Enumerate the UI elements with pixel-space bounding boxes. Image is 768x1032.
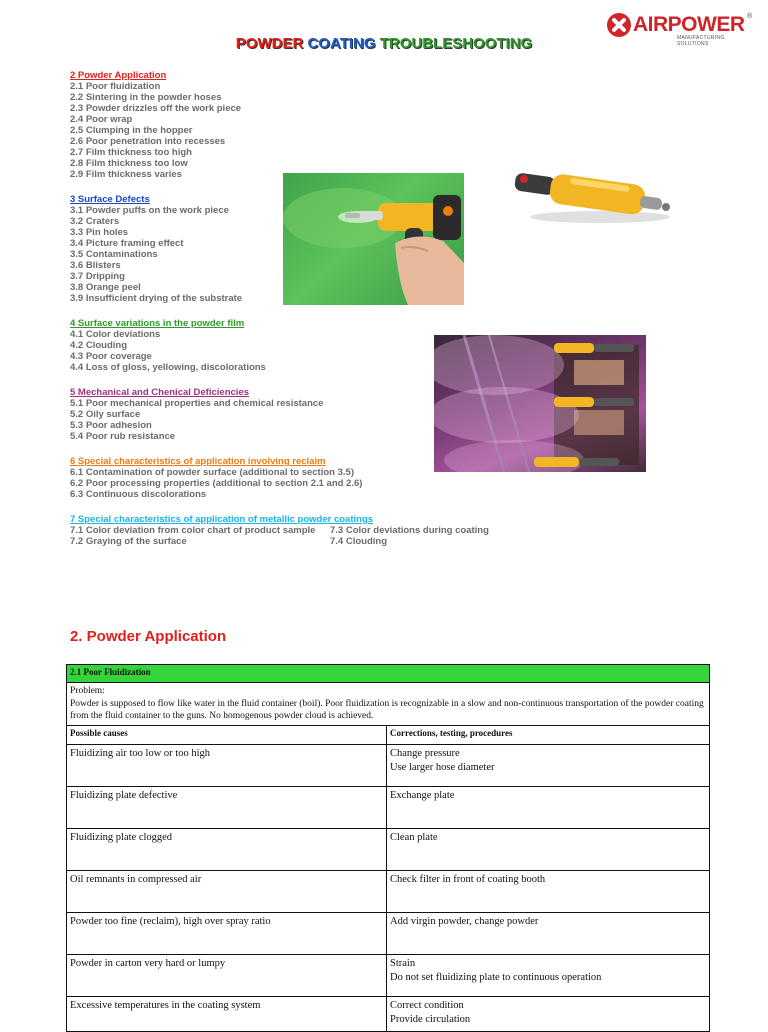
table-row xyxy=(67,787,710,829)
correction-line: Correct condition xyxy=(390,1000,464,1011)
problem-label: Problem: xyxy=(70,686,105,696)
toc-item: 4.1 Color deviations xyxy=(70,329,161,340)
toc-heading-3[interactable]: 3 Surface Defects xyxy=(70,194,150,205)
automatic-spray-booth-photo xyxy=(434,335,646,472)
table-row xyxy=(67,955,710,997)
spray-booth-illustration xyxy=(434,335,646,472)
toc-heading-2[interactable]: 2 Powder Application xyxy=(70,70,167,81)
toc-item: 3.8 Orange peel xyxy=(70,282,141,293)
table-row xyxy=(67,829,710,871)
toc-item: 2.1 Poor fluidization xyxy=(70,81,161,92)
title-word-1: POWDER xyxy=(235,35,304,52)
toc-section-2 xyxy=(70,70,590,180)
correction-cell xyxy=(387,955,710,997)
table-of-contents xyxy=(70,70,590,561)
correction-cell xyxy=(387,745,710,787)
correction-line: Use larger hose diameter xyxy=(390,762,495,773)
correction-line: Strain xyxy=(390,958,416,969)
title-word-2: COATING xyxy=(307,35,376,52)
troubleshooting-table xyxy=(66,664,710,1032)
toc-section-7-columns xyxy=(70,525,590,547)
toc-column-left xyxy=(70,525,330,547)
cause-cell: Oil remnants in compressed air xyxy=(67,871,387,913)
toc-item: 2.9 Film thickness varies xyxy=(70,169,182,180)
toc-item: 2.7 Film thickness too high xyxy=(70,147,192,158)
toc-item: 3.6 Blisters xyxy=(70,260,121,271)
correction-line: Exchange plate xyxy=(390,790,455,801)
logo-tagline: MANUFACTURING SOLUTIONS xyxy=(677,35,725,47)
toc-item: 4.2 Clouding xyxy=(70,340,127,351)
toc-item: 3.5 Contaminations xyxy=(70,249,158,260)
toc-item: 5.4 Poor rub resistance xyxy=(70,431,176,442)
table-header-row xyxy=(67,665,710,683)
table-row xyxy=(67,997,710,1032)
cause-cell: Powder too fine (reclaim), high over spray ratio xyxy=(67,913,387,955)
cause-cell: Fluidizing plate defective xyxy=(67,787,387,829)
logo-wordmark xyxy=(633,13,745,37)
toc-item: 5.1 Poor mechanical properties and chemical resistance xyxy=(70,398,324,409)
cause-cell: Excessive temperatures in the coating system xyxy=(67,997,387,1032)
toc-section-7 xyxy=(70,514,590,547)
section-title-powder-application: 2. Powder Application xyxy=(70,628,227,645)
toc-item: 2.2 Sintering in the powder hoses xyxy=(70,92,222,103)
spray-gun-green-photo xyxy=(283,173,464,305)
table-row xyxy=(67,745,710,787)
toc-item: 3.7 Dripping xyxy=(70,271,125,282)
logo-power-text: POWER xyxy=(667,13,745,36)
toc-column-right xyxy=(330,525,590,547)
table-section-header xyxy=(67,665,710,683)
toc-item: 7.2 Graying of the surface xyxy=(70,536,187,547)
problem-cell xyxy=(67,683,710,726)
title-word-3: TROUBLESHOOTING xyxy=(379,35,533,52)
logo-x-icon xyxy=(607,13,631,37)
toc-heading-5[interactable]: 5 Mechanical and Chenical Deficiencies xyxy=(70,387,249,398)
toc-item: 2.4 Poor wrap xyxy=(70,114,133,125)
toc-item: 7.4 Clouding xyxy=(330,536,387,547)
spray-gun-illustration xyxy=(510,165,678,227)
toc-item: 3.9 Insufficient drying of the substrate xyxy=(70,293,243,304)
toc-item: 6.1 Contamination of powder surface (additional to section 3.5) xyxy=(70,467,354,478)
toc-item: 3.4 Picture framing effect xyxy=(70,238,184,249)
table-column-headers xyxy=(67,726,710,745)
toc-item: 4.3 Poor coverage xyxy=(70,351,152,362)
table-row xyxy=(67,913,710,955)
page-title xyxy=(0,35,768,52)
toc-item: 3.2 Craters xyxy=(70,216,120,227)
correction-line: Change pressure xyxy=(390,748,460,759)
correction-line: Check filter in front of coating booth xyxy=(390,874,546,885)
problem-text: Powder is supposed to flow like water in the fluid container (boil). Poor fluidization is recognizable in a slow and non-continuous transportation of the powder coating from the fluid container to the guns. No homogenous powder cloud is achieved. xyxy=(70,698,704,721)
spray-gun-product-photo xyxy=(510,165,678,227)
correction-line: Provide circulation xyxy=(390,1014,471,1025)
column-header-causes: Possible causes xyxy=(67,726,387,745)
toc-item: 6.2 Poor processing properties (additional to section 2.1 and 2.6) xyxy=(70,478,363,489)
correction-cell xyxy=(387,871,710,913)
toc-item: 3.1 Powder puffs on the work piece xyxy=(70,205,229,216)
cause-cell: Powder in carton very hard or lumpy xyxy=(67,955,387,997)
correction-line: Do not set fluidizing plate to continuous operation xyxy=(390,972,602,983)
correction-line: Add virgin powder, change powder xyxy=(390,916,539,927)
cause-cell: Fluidizing plate clogged xyxy=(67,829,387,871)
toc-item: 4.4 Loss of gloss, yellowing, discolorations xyxy=(70,362,266,373)
correction-cell xyxy=(387,787,710,829)
toc-heading-4[interactable]: 4 Surface variations in the powder film xyxy=(70,318,245,329)
toc-item: 7.3 Color deviations during coating xyxy=(330,525,489,536)
correction-cell xyxy=(387,997,710,1032)
toc-item: 3.3 Pin holes xyxy=(70,227,129,238)
toc-item: 6.3 Continuous discolorations xyxy=(70,489,207,500)
correction-line: Clean plate xyxy=(390,832,438,843)
toc-heading-6[interactable]: 6 Special characteristics of application involving reclaim xyxy=(70,456,326,467)
toc-heading-7[interactable]: 7 Special characteristics of application of metallic powder coatings xyxy=(70,514,374,525)
column-header-corrections: Corrections, testing, procedures xyxy=(387,726,710,745)
toc-item: 2.8 Film thickness too low xyxy=(70,158,188,169)
cause-cell: Fluidizing air too low or too high xyxy=(67,745,387,787)
toc-item: 2.3 Powder drizzles off the work piece xyxy=(70,103,242,114)
logo-registered-mark: ® xyxy=(747,13,753,20)
toc-item: 7.1 Color deviation from color chart of product sample xyxy=(70,525,316,536)
table-row xyxy=(67,871,710,913)
spray-gun-hand-illustration xyxy=(283,173,464,305)
correction-cell xyxy=(387,913,710,955)
table-header-label: 2.1 Poor Fluidization xyxy=(70,667,151,677)
correction-cell xyxy=(387,829,710,871)
table-problem-row xyxy=(67,683,710,726)
toc-item: 5.2 Oily surface xyxy=(70,409,141,420)
toc-item: 5.3 Poor adhesion xyxy=(70,420,152,431)
toc-item: 2.6 Poor penetration into recesses xyxy=(70,136,226,147)
toc-item: 2.5 Clumping in the hopper xyxy=(70,125,193,136)
logo-air-text: AIR xyxy=(633,13,668,36)
